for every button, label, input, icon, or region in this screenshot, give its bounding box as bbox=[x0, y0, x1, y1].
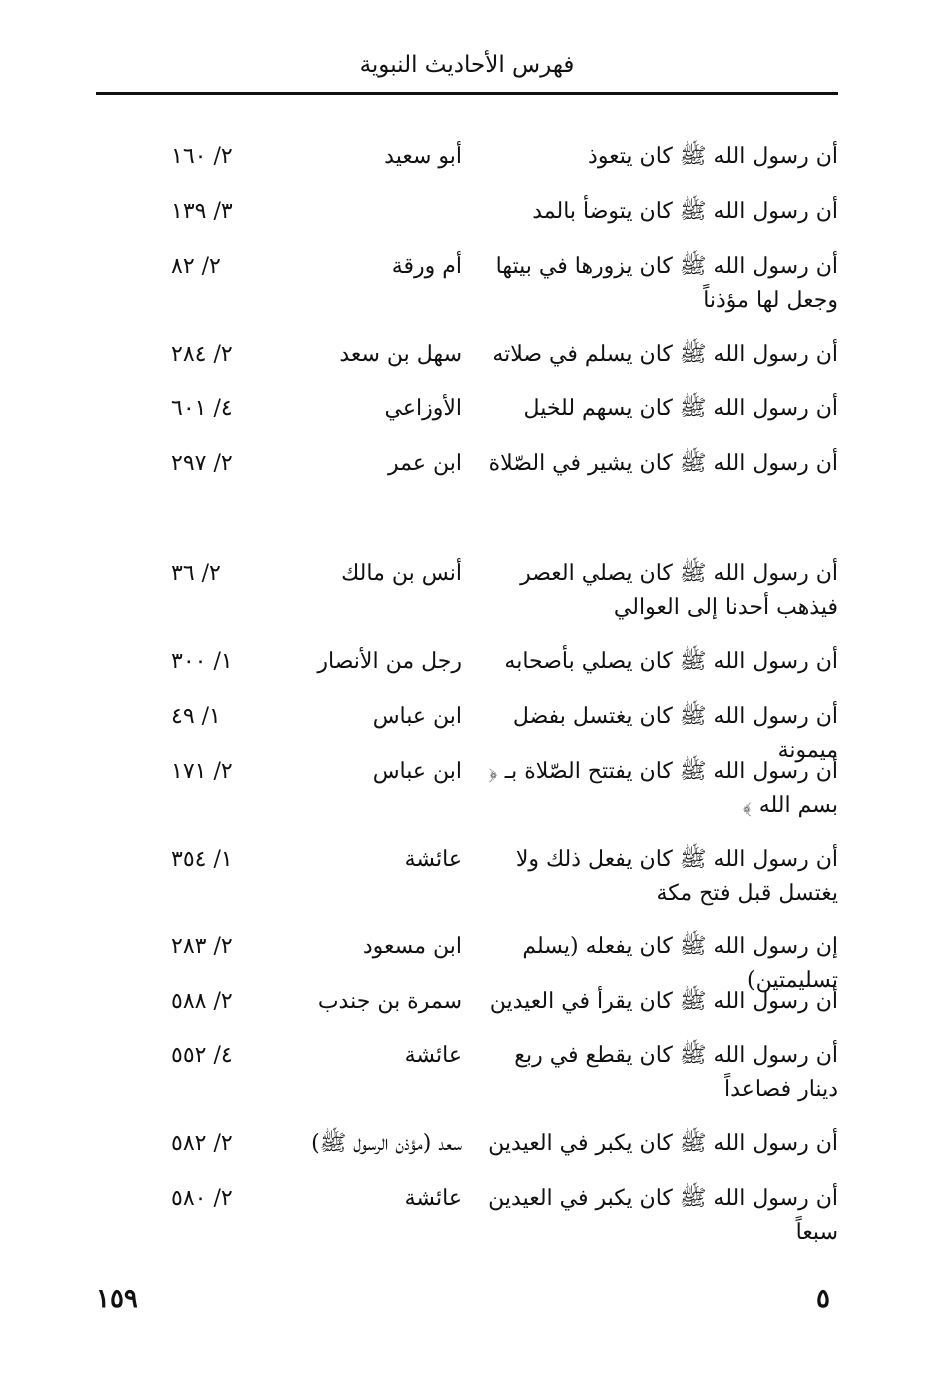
narrator: أم ورقة bbox=[391, 254, 462, 279]
hadith-text: أن رسول الله ﷺ كان يسلم في صلاته bbox=[492, 342, 838, 367]
volume-page-ref: ٢/ ٥٨٢ bbox=[171, 1131, 233, 1156]
volume-page-ref: ٢/ ٨٢ bbox=[171, 254, 221, 279]
volume-page-ref: ٢/ ٢٨٣ bbox=[171, 934, 233, 959]
volume-page-ref: ٢/ ٥٨٠ bbox=[171, 1186, 233, 1211]
volume-page-ref: ٢/ ١٧١ bbox=[171, 759, 233, 784]
narrator: ابن عباس bbox=[372, 704, 462, 729]
volume-page-ref: ٤/ ٦٠١ bbox=[171, 396, 233, 421]
hadith-text: أن رسول الله ﷺ كان يكبر في العيدين bbox=[488, 1131, 838, 1156]
volume-page-ref: ٢/ ١٦٠ bbox=[171, 144, 233, 169]
narrator: سمرة بن جندب bbox=[317, 989, 462, 1014]
narrator: أنس بن مالك bbox=[341, 561, 462, 586]
volume-page-ref: ٤/ ٥٥٢ bbox=[171, 1043, 233, 1068]
volume-page-ref: ٢/ ٥٨٨ bbox=[171, 989, 233, 1014]
volume-page-ref: ٢/ ٢٨٤ bbox=[171, 342, 233, 367]
narrator: سهل بن سعد bbox=[339, 342, 462, 367]
volume-page-ref: ٢/ ٢٩٧ bbox=[171, 451, 233, 476]
narrator: عائشة bbox=[404, 847, 462, 872]
narrator: ابن عباس bbox=[372, 759, 462, 784]
volume-page-ref: ١/ ٤٩ bbox=[171, 704, 221, 729]
narrator: عائشة bbox=[404, 1043, 462, 1068]
hadith-text: أن رسول الله ﷺ كان يكبر في العيدين سبعاً bbox=[488, 1186, 838, 1245]
narrator: ابن مسعود bbox=[362, 934, 462, 959]
hadith-text: أن رسول الله ﷺ كان يسهم للخيل bbox=[523, 396, 838, 421]
hadith-text: أن رسول الله ﷺ كان يزورها في بيتها وجعل لها مؤذناً bbox=[495, 254, 838, 313]
narrator: الأوزاعي bbox=[384, 396, 462, 421]
page-footer bbox=[96, 1284, 838, 1324]
hadith-text: إن رسول الله ﷺ كان يفعله (يسلم تسليمتين) bbox=[522, 934, 838, 993]
hadith-text: أن رسول الله ﷺ كان يتعوذ bbox=[588, 144, 838, 169]
narrator: عائشة bbox=[404, 1186, 462, 1211]
hadith-text: أن رسول الله ﷺ كان يفعل ذلك ولا يغتسل قبل فتح مكة bbox=[515, 847, 838, 906]
page-header bbox=[96, 0, 838, 98]
hadith-text: أن رسول الله ﷺ كان يصلي العصر فيذهب أحدنا إلى العوالي bbox=[520, 561, 838, 620]
page-title: فهرس الأحاديث النبوية bbox=[359, 52, 575, 78]
hadith-text: أن رسول الله ﷺ كان يقرأ في العيدين bbox=[489, 989, 838, 1014]
narrator: سعد (مؤذن الرسول ﷺ) bbox=[311, 1131, 462, 1156]
hadith-text: أن رسول الله ﷺ كان يقطع في ربع دينار فصاعداً bbox=[514, 1043, 838, 1102]
volume-page-ref: ٣/ ١٣٩ bbox=[171, 199, 233, 224]
page-number: ١٥٩ bbox=[96, 1284, 138, 1314]
narrator: أبو سعيد bbox=[384, 144, 462, 169]
hadith-text: أن رسول الله ﷺ كان يفتتح الصّلاة بـ ﴿ بسم الله ﴾ bbox=[488, 759, 838, 818]
hadith-text: أن رسول الله ﷺ كان يتوضأ بالمد bbox=[532, 199, 838, 224]
header-rule bbox=[96, 92, 838, 95]
volume-page-ref: ١/ ٣٠٠ bbox=[171, 649, 233, 674]
narrator: ابن عمر bbox=[388, 451, 462, 476]
narrator: رجل من الأنصار bbox=[317, 649, 462, 674]
hadith-text: أن رسول الله ﷺ كان يغتسل بفضل ميمونة bbox=[512, 704, 838, 763]
volume-page-ref: ١/ ٣٥٤ bbox=[171, 847, 233, 872]
signature-mark: ٥ bbox=[816, 1284, 830, 1314]
hadith-text: أن رسول الله ﷺ كان يصلي بأصحابه bbox=[504, 649, 838, 674]
volume-page-ref: ٢/ ٣٦ bbox=[171, 561, 221, 586]
hadith-text: أن رسول الله ﷺ كان يشير في الصّلاة bbox=[488, 451, 838, 476]
